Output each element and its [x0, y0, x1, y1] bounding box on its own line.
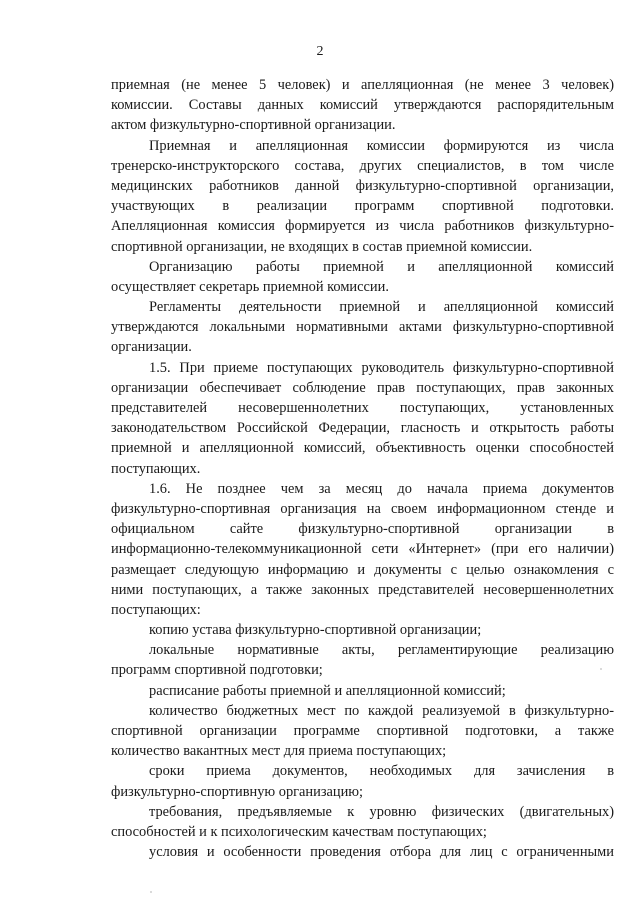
- text-line: требования, предъявляемые к уровню физических (двигательных): [149, 803, 614, 820]
- text-line: копию устава физкультурно-спортивной организации;: [149, 622, 482, 639]
- text-line: условия и особенности проведения отбора для лиц с ограниченными: [149, 844, 614, 861]
- text-line: расписание работы приемной и апелляционной комиссий;: [149, 682, 506, 699]
- text-line: программ спортивной подготовки;: [111, 662, 323, 679]
- text-line: приемной и апелляционной комиссий, объективность оценки способностей: [111, 440, 614, 457]
- text-line: физкультурно-спортивную организацию;: [111, 783, 364, 800]
- text-line: 1.6. Не позднее чем за месяц до начала приема документов: [149, 480, 614, 497]
- text-line: количество вакантных мест для приема поступающих;: [111, 743, 447, 760]
- text-line: Приемная и апелляционная комиссии формируются из числа: [149, 137, 614, 154]
- text-line: осуществляет секретарь приемной комиссии.: [111, 278, 389, 295]
- text-line: Апелляционная комиссия формируется из числа работников физкультурно-: [111, 218, 614, 235]
- scan-speck: [600, 668, 602, 670]
- text-line: тренерско-инструкторского состава, других специалистов, в том числе: [111, 157, 614, 174]
- text-line: 1.5. При приеме поступающих руководитель физкультурно-спортивной: [149, 359, 614, 376]
- text-line: Организацию работы приемной и апелляционной комиссий: [149, 258, 614, 275]
- text-line: медицинских работников данной физкультурно-спортивной организации,: [111, 177, 614, 194]
- text-line: поступающих.: [111, 460, 201, 477]
- text-line: сроки приема документов, необходимых для зачисления в: [149, 763, 614, 780]
- page-number: 2: [316, 44, 324, 59]
- text-line: физкультурно-спортивная организация на своем информационном стенде и: [111, 500, 614, 517]
- text-line: количество бюджетных мест по каждой реализуемой в физкультурно-: [149, 702, 614, 719]
- text-line: утверждаются локальными нормативными актами физкультурно-спортивной: [111, 319, 614, 336]
- document-body: [111, 75, 614, 862]
- text-line: ними поступающих, а также законных представителей несовершеннолетних: [111, 581, 614, 598]
- text-line: представителей несовершеннолетних поступающих, установленных: [111, 400, 614, 416]
- scan-speck: [150, 891, 152, 893]
- text-line: спортивной организации программе спортивной подготовки, а также: [111, 723, 614, 739]
- text-line: поступающих:: [111, 601, 201, 618]
- text-line: локальные нормативные акты, регламентирующие реализацию: [149, 642, 614, 659]
- text-line: приемная (не менее 5 человек) и апелляционная (не менее 3 человек): [111, 77, 614, 93]
- text-line: Регламенты деятельности приемной и апелляционной комиссий: [149, 299, 614, 316]
- text-line: информационно-телекоммуникационной сети «Интернет» (при его наличии): [111, 541, 614, 558]
- text-line: законодательством Российской Федерации, гласность и открытость работы: [111, 420, 614, 437]
- text-line: организации обеспечивает соблюдение прав поступающих, прав законных: [111, 379, 614, 396]
- text-line: размещает следующую информацию и документы с целью ознакомления с: [111, 561, 614, 578]
- text-line: спортивной организации, не входящих в состав приемной комиссии.: [111, 238, 533, 255]
- text-line: официальном сайте физкультурно-спортивной организации в: [111, 521, 614, 538]
- text-line: участвующих в реализации программ спортивной подготовки.: [111, 198, 614, 215]
- text-line: организации.: [111, 339, 192, 356]
- text-line: способностей и к психологическим качествам поступающих;: [111, 823, 487, 840]
- text-line: актом физкультурно-спортивной организации.: [111, 117, 396, 134]
- text-line: комиссии. Составы данных комиссий утверждаются распорядительным: [111, 97, 614, 114]
